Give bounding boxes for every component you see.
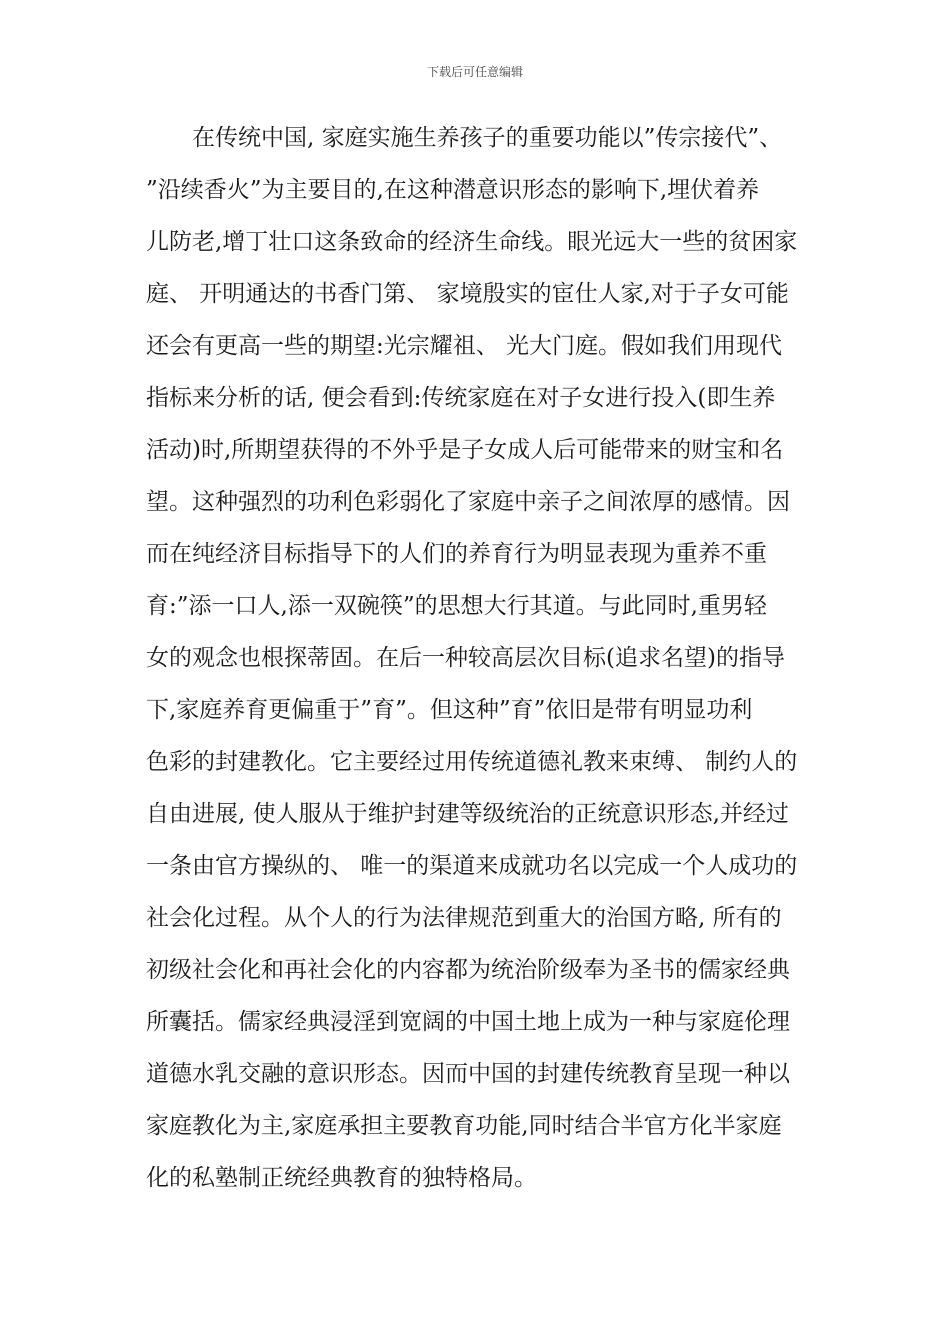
text-line: 社会化过程。从个人的行为法律规范到重大的治国方略, 所有的 bbox=[146, 905, 782, 931]
text-line: 儿防老,增丁壮口这条致命的经济生命线。眼光远大一些的贫困家 bbox=[146, 229, 798, 255]
text-line: 道德水乳交融的意识形态。因而中国的封建传统教育呈现一种以 bbox=[146, 1061, 790, 1087]
text-line: 指标来分析的话, 便会看到:传统家庭在对子女进行投入(即生养 bbox=[146, 385, 776, 411]
text-line: 在传统中国, 家庭实施生养孩子的重要功能以”传宗接代”、 bbox=[192, 125, 783, 151]
text-line: 初级社会化和再社会化的内容都为统治阶级奉为圣书的儒家经典 bbox=[146, 957, 790, 983]
text-line: ”沿续香火”为主要目的,在这种潜意识形态的影响下,埋伏着养 bbox=[146, 177, 760, 203]
text-line: 女的观念也根探蒂固。在后一种较高层次目标(追求名望)的指导 bbox=[146, 645, 785, 671]
text-line: 育:”添一口人,添一双碗筷”的思想大行其道。与此同时,重男轻 bbox=[146, 593, 767, 619]
text-line: 庭、 开明通达的书香门第、 家境殷实的宦仕人家,对于子女可能 bbox=[146, 281, 789, 307]
text-line: 一条由官方操纵的、 唯一的渠道来成就功名以完成一个人成功的 bbox=[146, 853, 798, 879]
text-line: 望。这种强烈的功利色彩弱化了家庭中亲子之间浓厚的感情。因 bbox=[146, 489, 790, 515]
text-line: 还会有更高一些的期望:光宗耀祖、 光大门庭。假如我们用现代 bbox=[146, 333, 783, 359]
text-line: 自由进展, 使人服从于维护封建等级统治的正统意识形态,并经过 bbox=[146, 801, 789, 827]
text-line: 化的私塾制正统经典教育的独特格局。 bbox=[146, 1165, 537, 1191]
text-line: 色彩的封建教化。它主要经过用传统道德礼教来束缚、 制约人的 bbox=[146, 749, 798, 775]
text-line: 活动)时,所期望获得的不外乎是子女成人后可能带来的财宝和名 bbox=[146, 437, 784, 463]
text-line: 家庭教化为主,家庭承担主要教育功能,同时结合半官方化半家庭 bbox=[146, 1113, 782, 1139]
text-line: 所囊括。儒家经典浸淫到宽阔的中国土地上成为一种与家庭伦理 bbox=[146, 1009, 790, 1035]
body-paragraph bbox=[146, 116, 836, 1208]
text-line: 而在纯经济目标指导下的人们的养育行为明显表现为重养不重 bbox=[146, 541, 767, 567]
text-line: 下,家庭养育更偏重于”育”。但这种”育”依旧是带有明显功利 bbox=[146, 697, 753, 723]
page-header-note: 下载后可任意编辑 bbox=[426, 65, 523, 79]
